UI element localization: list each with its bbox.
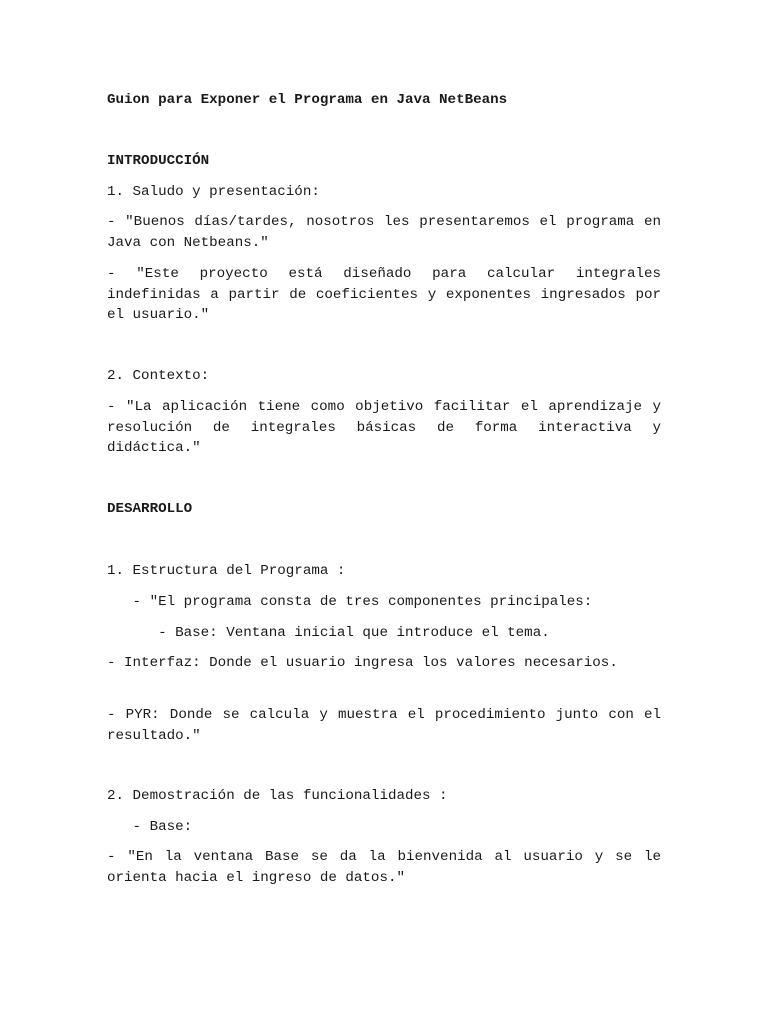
dev-structure-interfaz: - Interfaz: Donde el usuario ingresa los valores necesarios. — [107, 655, 618, 671]
dev-structure-intro: - "El programa consta de tres componentes principales: — [107, 594, 593, 610]
dev-heading: DESARROLLO — [107, 501, 193, 517]
intro-quote-greeting: - "Buenos días/tardes, nosotros les presentaremos el programa en Java con Netbeans." — [107, 214, 661, 251]
intro-heading: INTRODUCCIÓN — [107, 153, 210, 169]
intro-quote-purpose: - "Este proyecto está diseñado para calcular integrales indefinidas a partir de coeficientes y exponentes ingresados por el usuario." — [107, 266, 661, 323]
dev-item-demo: 2. Demostración de las funcionalidades : — [107, 788, 448, 804]
dev-item-structure: 1. Estructura del Programa : — [107, 563, 346, 579]
document-title: Guion para Exponer el Programa en Java NetBeans — [107, 92, 508, 108]
intro-item-greeting: 1. Saludo y presentación: — [107, 184, 320, 200]
intro-quote-context: - "La aplicación tiene como objetivo facilitar el aprendizaje y resolución de integrales básicas de forma interactiva y didáctica." — [107, 399, 661, 456]
intro-item-context: 2. Contexto: — [107, 368, 210, 384]
dev-structure-base: - Base: Ventana inicial que introduce el tema. — [107, 625, 550, 641]
dev-structure-pyr: - PYR: Donde se calcula y muestra el procedimiento junto con el resultado." — [107, 707, 661, 744]
dev-demo-base: - Base: — [107, 819, 193, 835]
dev-demo-base-quote: - "En la ventana Base se da la bienvenida al usuario y se le orienta hacia el ingreso de datos." — [107, 849, 661, 886]
